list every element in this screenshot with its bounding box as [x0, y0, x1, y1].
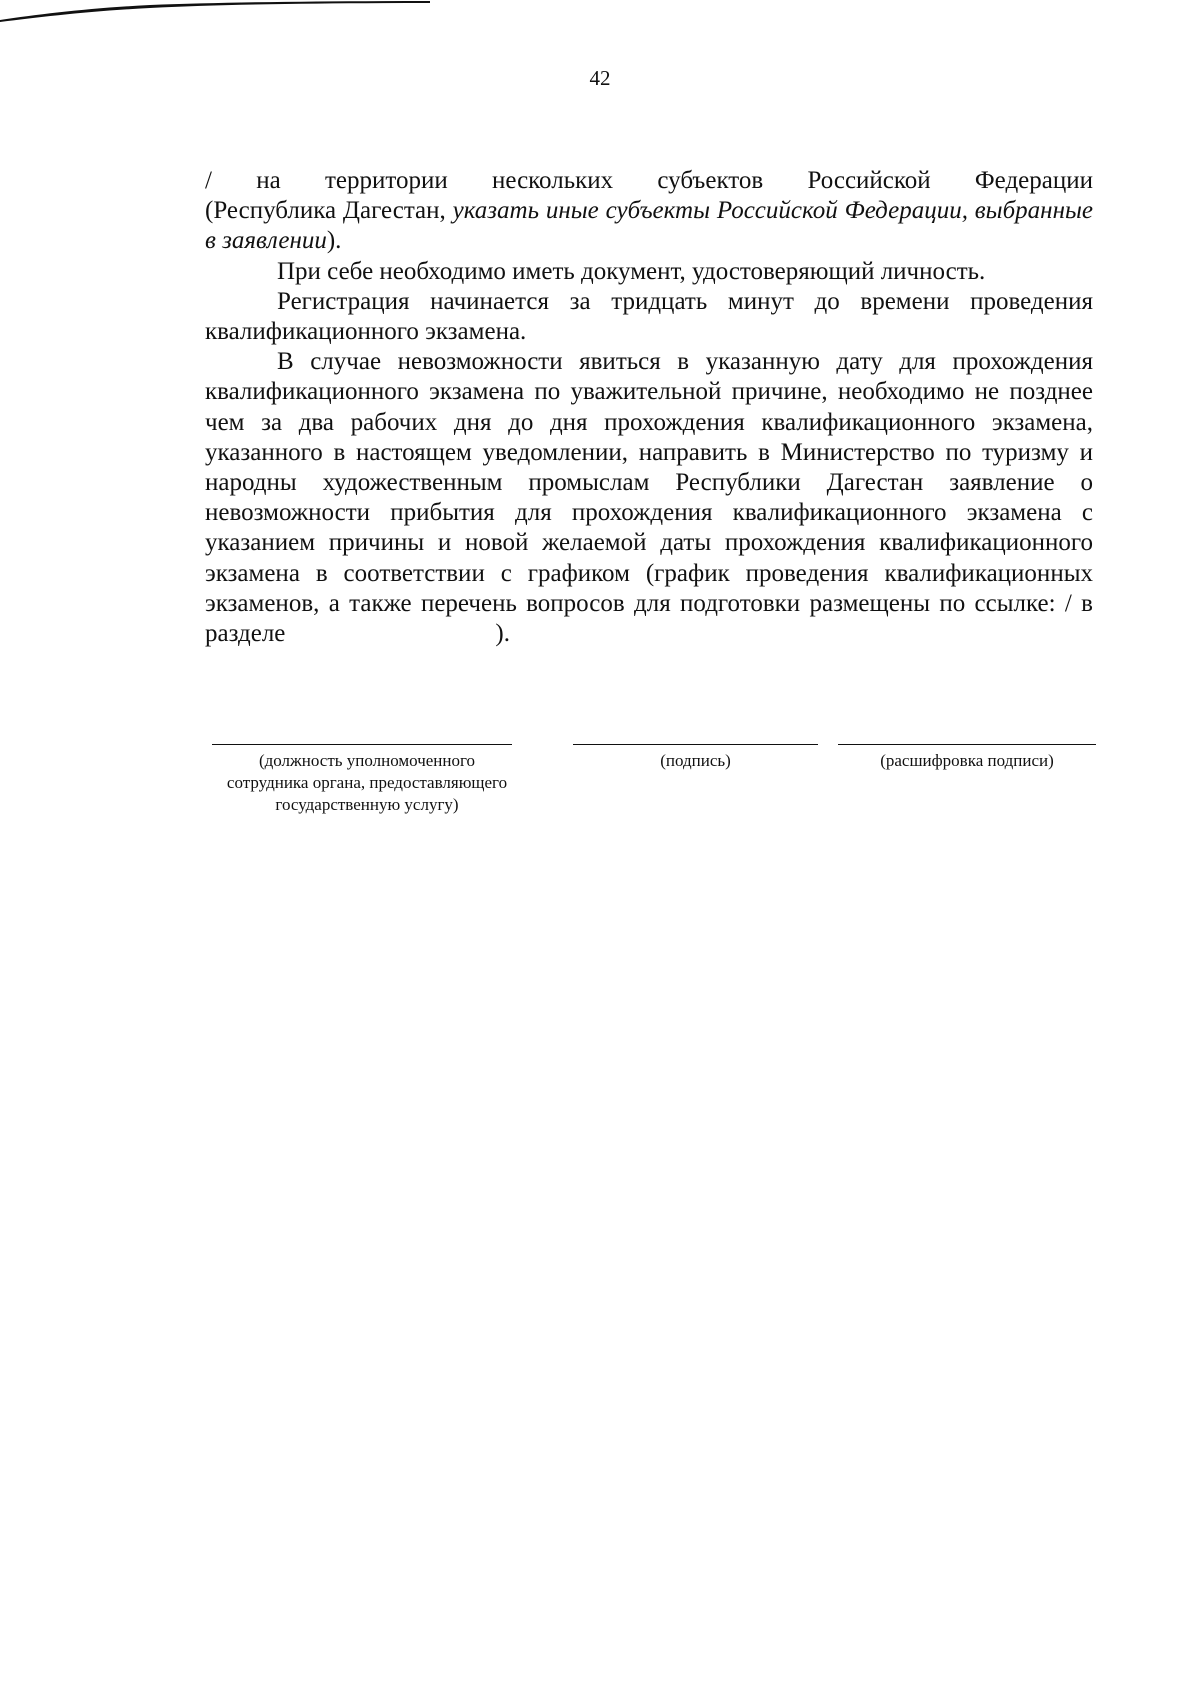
decoding-signature-line	[838, 744, 1096, 745]
page-number: 42	[589, 66, 611, 90]
position-signature-line	[212, 744, 512, 745]
territory-subjects-plain: (Республика Дагестан,	[205, 197, 453, 225]
scan-edge-mark	[0, 0, 440, 22]
position-caption: (должность уполномоченного сотрудника органа, предоставляющего государственную услугу)	[226, 751, 508, 814]
registration-paragraph: Регистрация начинается за тридцать минут до времени проведения квалификационного экзамена.	[205, 287, 1093, 346]
decoding-caption: (расшифровка подписи)	[880, 751, 1054, 770]
document-body	[205, 166, 1093, 649]
territory-subjects-italic: указать иные субъекты Российской Федерации, выбранные в заявлении	[205, 197, 1093, 255]
territory-subjects-paragraph	[205, 196, 1093, 256]
document-requirement-paragraph: При себе необходимо иметь документ, удостоверяющий личность.	[277, 257, 986, 285]
signature-line	[573, 744, 818, 745]
signature-caption: (подпись)	[660, 751, 731, 770]
territory-line: / на территории нескольких субъектов Российской Федерации	[205, 167, 1093, 194]
territory-subjects-end: ).	[326, 227, 342, 255]
absence-paragraph-text: В случае невозможности явиться в указанную дату для прохождения квалификационного экзамена по уважительной причине, необходимо не позднее чем за два рабочих дня до дня прохождения квалификационного экзамена, указанного в настоящем уведомлении, направить в Министерство по туризму и народны художественным промыслам Республики Дагестан заявление о невозможности прибытия для прохождения квалификационного экзамена с указанием причины и новой желаемой даты прохождения квалификационного экзамена в соответствии с графиком (график проведения квалификационных экзаменов, а также перечень вопросов для подготовки размещены по ссылке: / в разделе	[205, 348, 1093, 648]
absence-paragraph-end: ).	[495, 620, 510, 648]
absence-paragraph	[205, 347, 1093, 649]
